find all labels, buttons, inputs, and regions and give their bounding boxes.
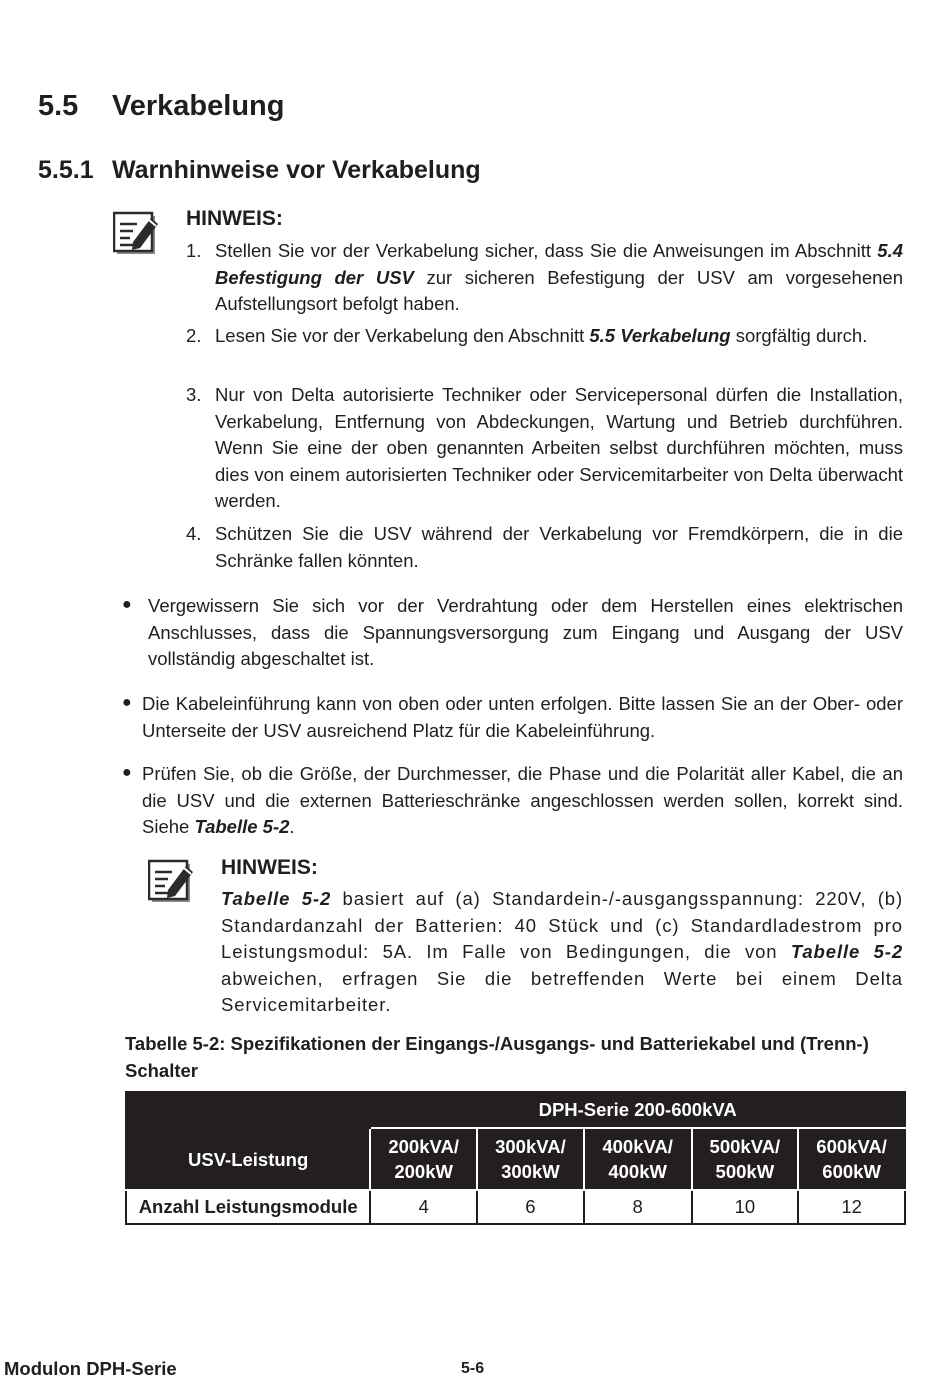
table-corner	[126, 1092, 370, 1128]
note-title: HINWEIS:	[186, 207, 283, 230]
table-cell: 8	[584, 1190, 692, 1224]
list-item: Schützen Sie die USV während der Verkabelung vor Fremdkörpern, die in die Schränke fallen könnten.	[215, 523, 903, 571]
row-label-capacity: USV-Leistung	[126, 1128, 370, 1190]
note-text-part: basiert auf (a) Standardein-/-ausgangsspannung: 220V, (b) Standardanzahl der Batterien: 40 Stück und (c) Standardladestrom pro Leistungsmodul: 5A. Im Falle von Bedingungen, die von	[221, 888, 904, 963]
bullet-item: Die Kabeleinführung kann von oben oder unten erfolgen. Bitte lassen Sie an der Ober- oder Unterseite der USV ausreichend Platz für die Kabeleinführung.	[142, 693, 903, 741]
spec-table	[125, 1091, 906, 1225]
list-item-number: 3.	[186, 384, 202, 405]
table-reference: Tabelle 5-2	[194, 816, 290, 838]
bullet-item: Vergewissern Sie sich vor der Verdrahtung oder dem Herstellen eines elektrischen Anschlusses, dass die Spannungsversorgung zum Eingang und Ausgang der USV vollständig abgeschaltet ist.	[148, 595, 903, 670]
capacity-header	[798, 1128, 905, 1190]
bullet-icon: ●	[122, 596, 132, 613]
table-cell: 12	[798, 1190, 905, 1224]
subsection-heading	[38, 156, 481, 185]
list-item: Nur von Delta autorisierte Techniker oder Servicepersonal dürfen die Installation, Verkabelung, Entfernung von Abdeckungen, Wartung und Betrieb durchführen. Wenn Sie eine der oben genannten Arbeiten selbst durchführen möchten, muss dies von einem autorisierten Techniker oder Servicemitarbeiter von Delta überwacht werden.	[215, 384, 903, 512]
capacity-header	[477, 1128, 584, 1190]
page-number: 5-6	[461, 1360, 485, 1377]
capacity-header	[370, 1128, 477, 1190]
table-caption: Tabelle 5-2: Spezifikationen der Eingangs-/Ausgangs- und Batteriekabel und (Trenn-) Schalter	[125, 1033, 869, 1081]
capacity-kva: 500kVA/	[709, 1136, 781, 1157]
list-item-text: Lesen Sie vor der Verkabelung den Abschnitt	[215, 325, 590, 346]
subsection-number: 5.5.1	[38, 156, 94, 184]
section-reference: 5.5 Verkabelung	[589, 325, 731, 346]
capacity-kw: 200kW	[394, 1161, 453, 1182]
table-cell: 10	[692, 1190, 799, 1224]
section-number: 5.5	[38, 90, 79, 122]
footer-product: Modulon DPH-Serie	[4, 1358, 177, 1379]
capacity-kw: 400kW	[608, 1161, 667, 1182]
capacity-header	[584, 1128, 692, 1190]
table-reference: Tabelle 5-2	[221, 888, 332, 909]
note-text-part: abweichen, erfragen Sie die betreffenden Werte bei einem Delta Servicemitarbeiter.	[221, 967, 903, 1016]
list-item	[215, 238, 903, 318]
capacity-header	[692, 1128, 799, 1190]
capacity-kw: 300kW	[501, 1161, 560, 1182]
list-item-text: sorgfältig durch.	[730, 325, 868, 346]
capacity-kva: 400kVA/	[602, 1136, 673, 1157]
subsection-title: Warnhinweise vor Verkabelung	[112, 156, 481, 184]
table-reference: Tabelle 5-2	[790, 941, 904, 963]
note-title: HINWEIS:	[221, 856, 318, 879]
capacity-kva: 300kVA/	[495, 1136, 566, 1157]
list-item-number: 1.	[186, 240, 202, 261]
list-item-text: Stellen Sie vor der Verkabelung sicher, dass Sie die Anweisungen im Abschnitt	[215, 240, 878, 261]
capacity-kva: 200kVA/	[388, 1136, 459, 1157]
section-heading	[38, 90, 284, 123]
section-title: Verkabelung	[112, 90, 285, 122]
table-cell: 6	[477, 1190, 584, 1224]
capacity-kw: 600kW	[822, 1161, 881, 1182]
row-label-modules: Anzahl Leistungsmodule	[126, 1190, 370, 1224]
series-header: DPH-Serie 200-600kVA	[370, 1092, 905, 1128]
capacity-kva: 600kVA/	[816, 1136, 887, 1157]
capacity-kw: 500kW	[715, 1161, 775, 1182]
bullet-text: Prüfen Sie, ob die Größe, der Durchmesser, die Phase und die Polarität aller Kabel, die an die USV und die externen Batterieschränke angeschlossen werden sollen, korrekt sind. Siehe	[142, 763, 903, 838]
note-edit-icon	[148, 858, 194, 904]
bullet-text: .	[289, 816, 295, 838]
bullet-icon: ●	[122, 764, 132, 781]
bullet-item	[142, 761, 903, 841]
bullet-icon: ●	[122, 694, 132, 711]
table-cell: 4	[370, 1190, 477, 1224]
list-item-number: 4.	[186, 523, 202, 544]
note-text	[221, 886, 903, 1019]
list-item-number: 2.	[186, 325, 202, 346]
list-item-text: zur sicheren Befestigung der USV am vorgesehenen Aufstellungsort befolgt haben.	[215, 266, 903, 315]
section-reference: 5.4 Befestigung der USV	[215, 240, 903, 288]
note-edit-icon	[113, 210, 159, 256]
table-row	[126, 1190, 905, 1224]
list-item	[215, 323, 903, 350]
